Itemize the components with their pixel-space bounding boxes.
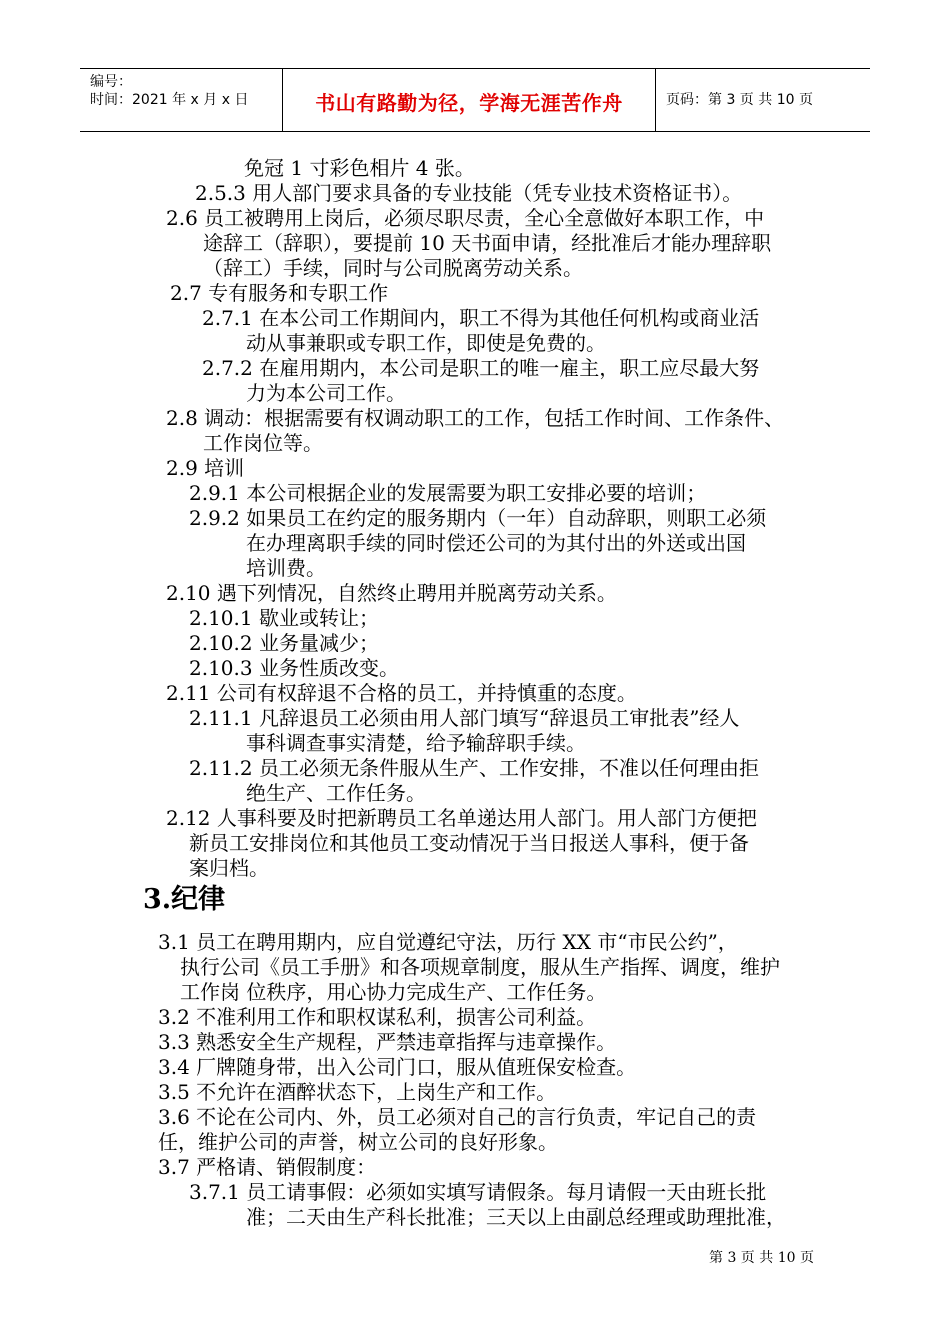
section-heading: 3.纪律 xyxy=(143,884,226,915)
body-line: 2.12 人事科要及时把新聘员工名单递达用人部门。用人部门方便把 xyxy=(166,806,757,830)
motto-text: 书山有路勤为径，学海无涯苦作舟 xyxy=(315,91,623,115)
header-page-cell xyxy=(656,69,870,131)
body-line: 3.7 严格请、销假制度： xyxy=(158,1155,377,1179)
body-line: 新员工安排岗位和其他员工变动情况于当日报送人事科，便于备 xyxy=(189,831,749,855)
body-line: 免冠 1 寸彩色相片 4 张。 xyxy=(244,156,475,180)
header-page-number: 页码：第 3 页 共 10 页 xyxy=(666,92,813,108)
body-line: 2.6 员工被聘用上岗后，必须尽职尽责，全心全意做好本职工作，中 xyxy=(166,206,765,230)
body-line: 2.10 遇下列情况，自然终止聘用并脱离劳动关系。 xyxy=(166,581,617,605)
body-line: 2.10.2 业务量减少； xyxy=(189,631,379,655)
body-line: 2.10.1 歇业或转让； xyxy=(189,606,379,630)
body-line: 2.11.1 凡辞退员工必须由用人部门填写“辞退员工审批表”经人 xyxy=(189,706,740,730)
body-line: 3.4 厂牌随身带，出入公司门口，服从值班保安检查。 xyxy=(158,1055,637,1079)
body-line: 动从事兼职或专职工作，即使是免费的。 xyxy=(246,331,606,355)
body-line: 2.7.2 在雇用期内，本公司是职工的唯一雇主，职工应尽最大努 xyxy=(202,356,760,380)
body-line: 2.7 专有服务和专职工作 xyxy=(170,281,389,305)
body-line: 工作岗 位秩序，用心协力完成生产、工作任务。 xyxy=(180,980,607,1004)
body-line: 2.9.2 如果员工在约定的服务期内（一年）自动辞职，则职工必须 xyxy=(189,506,767,530)
body-line: 3.5 不允许在酒醉状态下，上岗生产和工作。 xyxy=(158,1080,557,1104)
document-number-label: 编号： xyxy=(90,74,132,90)
document-date-label: 时间：2021 年 x 月 x 日 xyxy=(90,92,249,108)
body-line: 3.3 熟悉安全生产规程，严禁违章指挥与违章操作。 xyxy=(158,1030,617,1054)
body-line: 2.5.3 用人部门要求具备的专业技能（凭专业技术资格证书）。 xyxy=(195,181,743,205)
body-line: 2.10.3 业务性质改变。 xyxy=(189,656,399,680)
body-line: 2.11 公司有权辞退不合格的员工，并持慎重的态度。 xyxy=(166,681,637,705)
body-line: 力为本公司工作。 xyxy=(246,381,406,405)
page-header xyxy=(80,68,870,132)
body-line: 途辞工（辞职），要提前 10 天书面申请，经批准后才能办理辞职 xyxy=(203,231,772,255)
page-footer: 第 3 页 共 10 页 xyxy=(709,1250,814,1266)
body-line: 工作岗位等。 xyxy=(203,431,323,455)
body-line: 准；二天由生产科长批准；三天以上由副总经理或助理批准， xyxy=(246,1205,786,1229)
body-line: （辞工）手续，同时与公司脱离劳动关系。 xyxy=(203,256,583,280)
body-line: 在办理离职手续的同时偿还公司的为其付出的外送或出国 xyxy=(246,531,746,555)
body-line: 2.11.2 员工必须无条件服从生产、工作安排，不准以任何理由拒 xyxy=(189,756,759,780)
body-line: 案归档。 xyxy=(189,856,269,880)
header-info-cell xyxy=(80,69,283,131)
body-line: 事科调查事实清楚，给予输辞职手续。 xyxy=(246,731,586,755)
body-line: 3.2 不准利用工作和职权谋私利，损害公司利益。 xyxy=(158,1005,597,1029)
body-line: 任，维护公司的声誉，树立公司的良好形象。 xyxy=(158,1130,558,1154)
header-motto-cell xyxy=(283,69,656,131)
body-line: 2.9.1 本公司根据企业的发展需要为职工安排必要的培训； xyxy=(189,481,707,505)
body-line: 3.1 员工在聘用期内，应自觉遵纪守法，历行 XX 市“市民公约”， xyxy=(158,930,738,954)
body-line: 2.8 调动：根据需要有权调动职工的工作，包括工作时间、工作条件、 xyxy=(166,406,785,430)
body-line: 培训费。 xyxy=(246,556,326,580)
body-line: 2.9 培训 xyxy=(166,456,245,480)
body-line: 3.6 不论在公司内、外，员工必须对自己的言行负责，牢记自己的责 xyxy=(158,1105,757,1129)
body-line: 执行公司《员工手册》和各项规章制度，服从生产指挥、调度，维护 xyxy=(180,955,780,979)
body-line: 3.7.1 员工请事假：必须如实填写请假条。每月请假一天由班长批 xyxy=(189,1180,767,1204)
body-line: 2.7.1 在本公司工作期间内，职工不得为其他任何机构或商业活 xyxy=(202,306,760,330)
body-line: 绝生产、工作任务。 xyxy=(246,781,426,805)
